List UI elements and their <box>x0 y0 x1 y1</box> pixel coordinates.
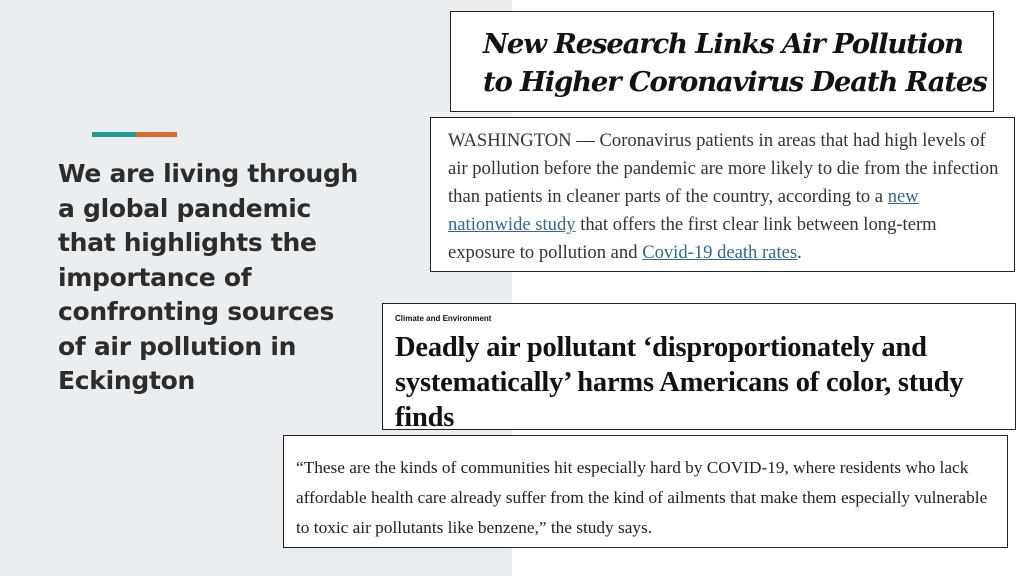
covid-death-rates-link[interactable]: Covid-19 death rates <box>642 242 798 263</box>
wapo-headline: Deadly air pollutant ‘disproportionately and systematically’ harms Americans of color, study finds <box>395 332 964 433</box>
section-kicker: Climate and Environment <box>395 314 492 323</box>
nyt-excerpt-text-2: that offers the first clear link between long-term exposure to pollution and <box>448 214 937 263</box>
accent-bar-teal <box>92 132 136 137</box>
nyt-excerpt-text-3: . <box>797 242 802 263</box>
slide-heading: We are living through a global pandemic that highlights the importance of confronting sources of air pollution in Eckington <box>58 159 359 395</box>
nyt-excerpt <box>448 127 1004 267</box>
accent-bar-orange <box>136 132 177 137</box>
quote-clip <box>283 435 1008 548</box>
nyt-excerpt-text-1: WASHINGTON — Coronavirus patients in areas that had high levels of air pollution before the pandemic are more likely to die from the infection than patients in cleaner parts of the country, according to a <box>448 130 999 207</box>
nyt-headline-clip <box>450 11 994 112</box>
study-quote: “These are the kinds of communities hit especially hard by COVID-19, where residents who lack affordable health care already suffer from the kind of ailments that make them especially vulnerable to toxic air pollutants like benzene,” the study says. <box>296 458 988 537</box>
nyt-excerpt-clip <box>430 117 1015 272</box>
new-nationwide-study-link[interactable]: new nationwide study <box>448 186 919 235</box>
nyt-headline: New Research Links Air Pollution to Higher Coronavirus Death Rates <box>483 28 987 98</box>
wapo-headline-clip <box>382 303 1016 433</box>
